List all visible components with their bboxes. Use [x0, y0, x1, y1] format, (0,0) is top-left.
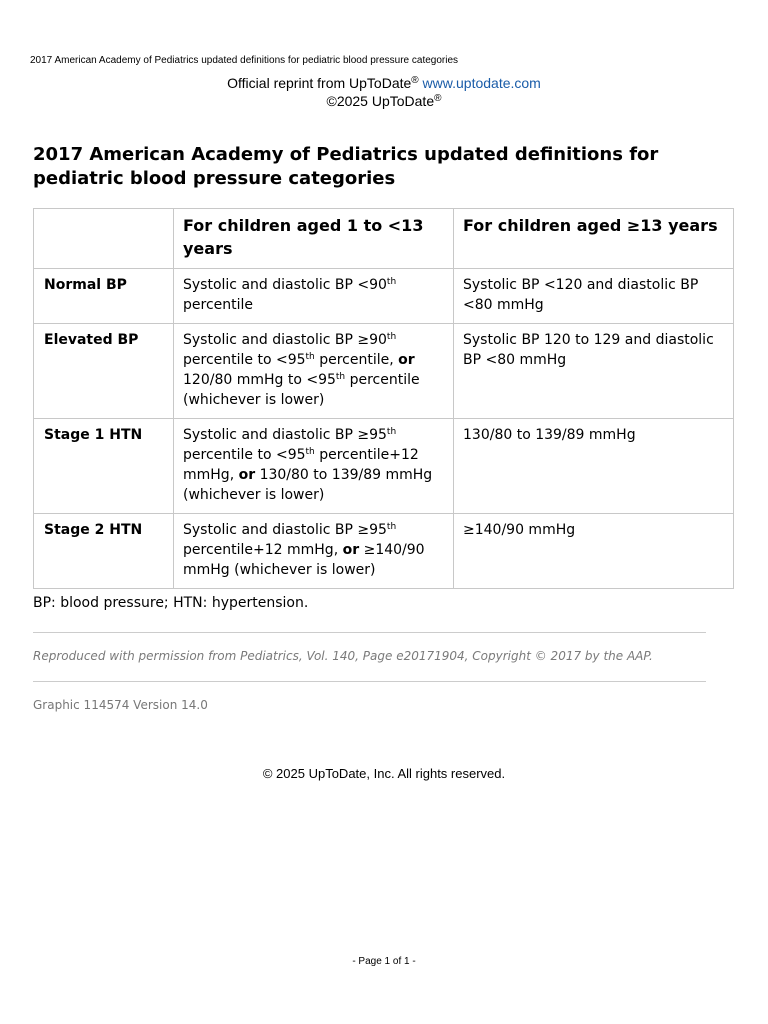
registered-mark: ® [411, 75, 419, 86]
divider-bottom [33, 681, 706, 682]
table-body [34, 269, 734, 589]
stage-1-htn-child-cell: Systolic and diastolic BP ≥95th percentile to <95th percentile+12 mmHg, or 130/80 to 139/89 mmHg (whichever is lower) [174, 419, 454, 514]
reprint-line [0, 74, 768, 92]
reprint-copyright-line [0, 92, 768, 110]
permission-note: Reproduced with permission from Pediatrics, Vol. 140, Page e20171904, Copyright © 2017 by the AAP. [33, 649, 653, 663]
normal-bp-child-cell: Systolic and diastolic BP <90th percentile [174, 269, 454, 324]
category-stage-2-htn: Stage 2 HTN [34, 514, 174, 589]
stage-1-htn-teen-cell: 130/80 to 139/89 mmHg [454, 419, 734, 514]
table-row [34, 324, 734, 419]
abbreviations-footnote: BP: blood pressure; HTN: hypertension. [33, 595, 309, 611]
page-number: - Page 1 of 1 - [352, 956, 416, 967]
category-stage-1-htn: Stage 1 HTN [34, 419, 174, 514]
reprint-prefix: Official reprint from UpToDate [227, 75, 412, 91]
table-row [34, 269, 734, 324]
header-children-1-13: For children aged 1 to <13 years [174, 209, 454, 269]
bp-categories-table [33, 208, 734, 589]
elevated-bp-teen-cell: Systolic BP 120 to 129 and diastolic BP <80 mmHg [454, 324, 734, 419]
table-header-row [34, 209, 734, 269]
running-title: 2017 American Academy of Pediatrics updated definitions for pediatric blood pressure categories [30, 55, 459, 66]
table-row [34, 514, 734, 589]
normal-bp-teen-cell: Systolic BP <120 and diastolic BP <80 mmHg [454, 269, 734, 324]
reprint-notice [0, 74, 768, 110]
footer-copyright: © 2025 UpToDate, Inc. All rights reserved. [262, 766, 506, 781]
uptodate-link[interactable]: www.uptodate.com [422, 75, 541, 91]
stage-2-htn-child-cell: Systolic and diastolic BP ≥95th percentile+12 mmHg, or ≥140/90 mmHg (whichever is lower) [174, 514, 454, 589]
divider-top [33, 632, 706, 633]
graphic-title: 2017 American Academy of Pediatrics updated definitions for pediatric blood pressure categories [33, 144, 659, 189]
category-elevated-bp: Elevated BP [34, 324, 174, 419]
graphic-version: Graphic 114574 Version 14.0 [33, 698, 208, 712]
table-header [34, 209, 734, 269]
stage-2-htn-teen-cell: ≥140/90 mmHg [454, 514, 734, 589]
elevated-bp-child-cell: Systolic and diastolic BP ≥90th percentile to <95th percentile, or 120/80 mmHg to <95th percentile (whichever is lower) [174, 324, 454, 419]
header-children-13-plus: For children aged ≥13 years [454, 209, 734, 269]
header-blank [34, 209, 174, 269]
table-row [34, 419, 734, 514]
reprint-copyright: ©2025 UpToDate [326, 93, 435, 109]
category-normal-bp: Normal BP [34, 269, 174, 324]
registered-mark-2: ® [434, 93, 442, 104]
